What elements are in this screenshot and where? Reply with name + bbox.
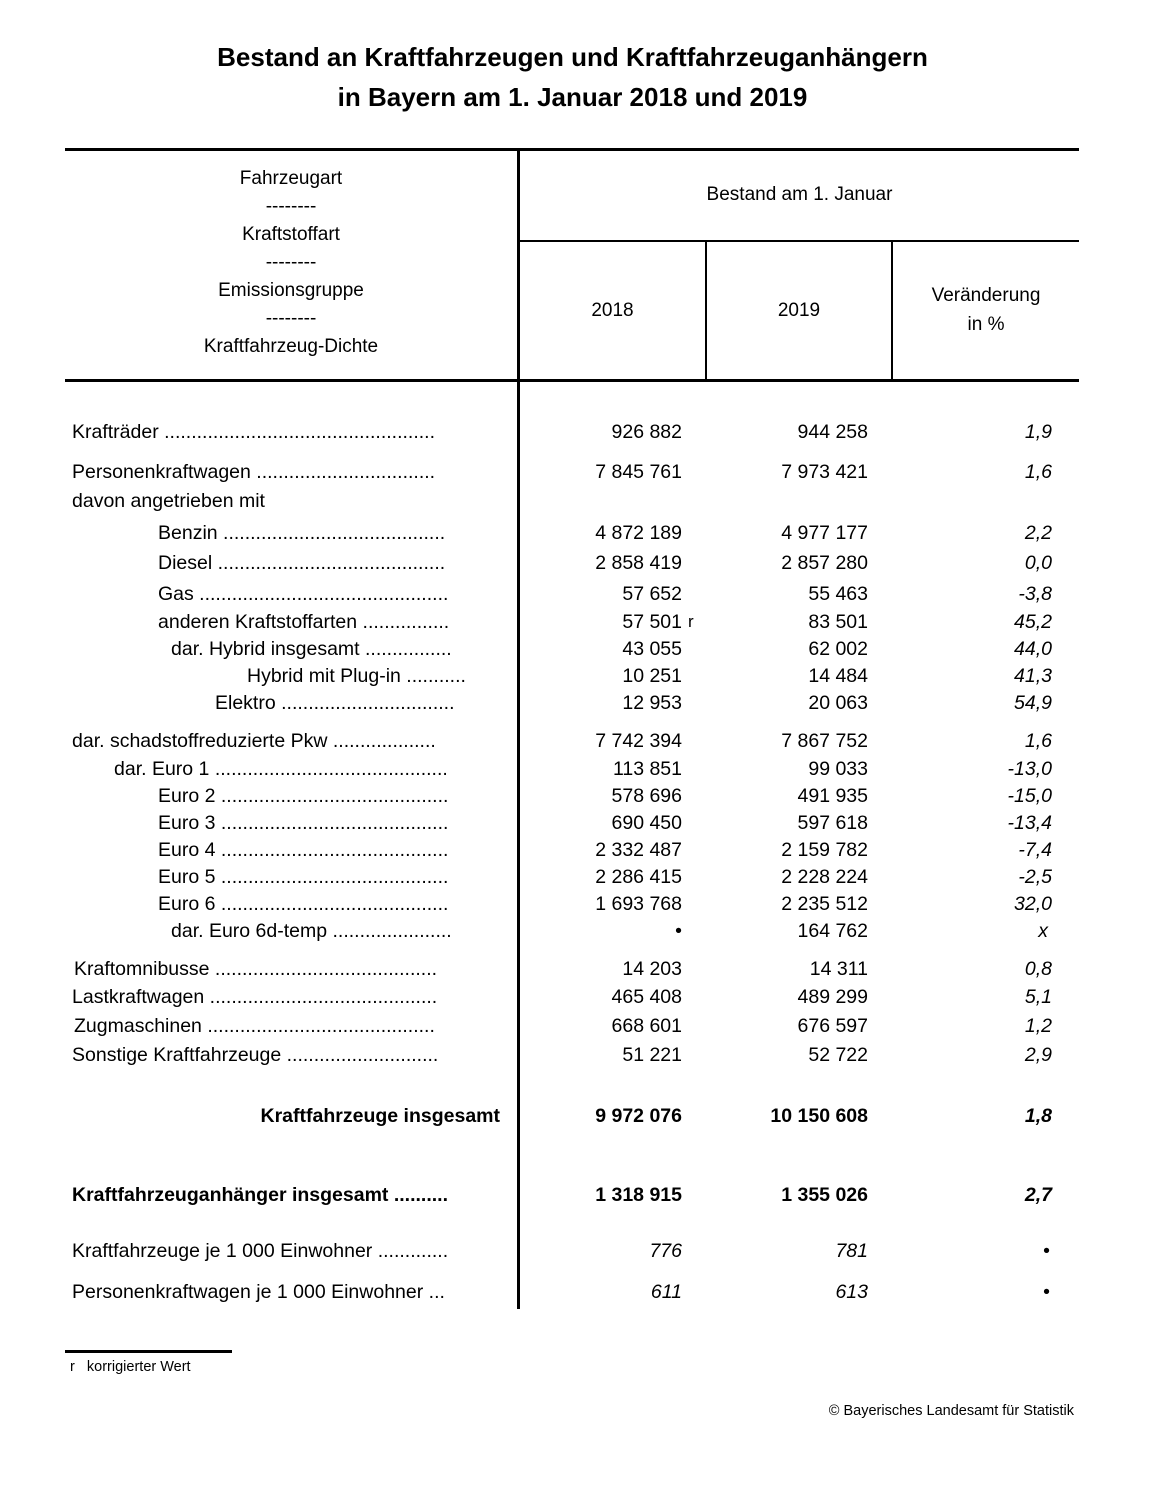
cell-2018: 465 408	[611, 986, 682, 1008]
row-label	[72, 1104, 500, 1128]
cell-2019: 2 228 224	[781, 866, 868, 888]
row-label-text: Euro 6	[158, 893, 216, 915]
row-label-text: Benzin	[158, 522, 218, 544]
cell-change-percent: 1,8	[1024, 1105, 1052, 1127]
footnote-rule	[65, 1350, 232, 1353]
cell-change-percent: 41,3	[1014, 665, 1052, 687]
cell-change-percent: 5,1	[1024, 986, 1052, 1008]
cell-2019: 55 463	[808, 583, 868, 605]
row-label-leader-dots: .................................	[250, 461, 436, 483]
table-row	[0, 1104, 1160, 1128]
row-label-leader-dots: ..........................................	[215, 839, 449, 861]
cell-change-percent: 0,8	[1024, 958, 1052, 980]
cell-2018: 2 332 487	[595, 839, 682, 861]
row-label-leader-dots: ................................	[275, 692, 455, 714]
cell-change-percent: 2,9	[1024, 1044, 1052, 1066]
cell-2019: 2 235 512	[781, 893, 868, 915]
cell-2018: 7 742 394	[595, 730, 682, 752]
cell-change-percent: 1,6	[1024, 730, 1052, 752]
cell-2019: 944 258	[797, 421, 868, 443]
stub-header	[65, 168, 517, 364]
table-row	[0, 637, 1160, 661]
table-row	[0, 460, 1160, 484]
row-label-text: Euro 2	[158, 785, 216, 807]
row-label-text: Zugmaschinen	[74, 1015, 202, 1037]
row-label	[72, 957, 500, 981]
row-label	[72, 892, 500, 916]
row-label-leader-dots: ..........................................	[215, 893, 449, 915]
row-label-leader-dots: .............	[372, 1240, 449, 1262]
cell-2019: 14 484	[808, 665, 868, 687]
row-label-text: davon angetrieben mit	[72, 490, 265, 512]
row-label-leader-dots: .........................................	[217, 522, 446, 544]
row-label-leader-dots: ..............................................	[193, 583, 449, 605]
cell-2018: 10 251	[622, 665, 682, 687]
header-group-stock: Bestand am 1. Januar	[706, 184, 893, 205]
cell-2018: 2 286 415	[595, 866, 682, 888]
table-row	[0, 1183, 1160, 1207]
row-label-leader-dots: ...........	[400, 665, 466, 687]
row-label-leader-dots: ................	[357, 611, 450, 633]
table-row	[0, 1239, 1160, 1263]
row-label-leader-dots: ..........................................	[212, 552, 446, 574]
row-label	[72, 1239, 500, 1263]
header-group-rule	[518, 240, 1079, 242]
cell-2019: 489 299	[797, 986, 868, 1008]
row-label-leader-dots: ...........................................	[209, 758, 448, 780]
cell-2019: 20 063	[808, 692, 868, 714]
column-header-change-line-1: Veränderung	[931, 285, 1041, 306]
row-label	[72, 610, 500, 634]
cell-2019: 676 597	[797, 1015, 868, 1037]
cell-2019: 14 311	[809, 958, 868, 980]
cell-change-percent: 1,2	[1024, 1015, 1052, 1037]
row-label	[72, 582, 500, 606]
table-row	[0, 1043, 1160, 1067]
cell-2018: 776	[649, 1240, 682, 1262]
row-label-leader-dots: ...................	[327, 730, 436, 752]
header-bottom-rule	[65, 379, 1079, 382]
cell-2019: 52 722	[808, 1044, 868, 1066]
row-label-text: Krafträder	[72, 421, 159, 443]
row-label	[72, 1014, 500, 1038]
cell-2018: 43 055	[622, 638, 682, 660]
row-label-text: Lastkraftwagen	[72, 986, 205, 1008]
cell-2019: 83 501	[808, 611, 868, 633]
footnote-corrected-value: r korrigierter Wert	[70, 1359, 191, 1375]
cell-change-percent: 2,7	[1024, 1184, 1052, 1206]
table-row	[0, 1280, 1160, 1304]
cell-change-percent: -7,4	[1018, 839, 1052, 861]
row-label	[72, 784, 500, 808]
stub-header-separator: --------	[265, 196, 317, 217]
cell-2018: 926 882	[611, 421, 682, 443]
cell-2018: 1 693 768	[595, 893, 682, 915]
table-row	[0, 664, 1160, 688]
corrected-value-flag: r	[688, 612, 694, 631]
table-title-line-2: in Bayern am 1. Januar 2018 und 2019	[337, 82, 808, 112]
cell-2018: 113 851	[612, 758, 682, 780]
row-label-text: dar. Euro 1	[114, 758, 210, 780]
cell-2018: •	[675, 920, 682, 942]
row-label	[72, 1280, 500, 1304]
row-label-text: dar. Euro 6d-temp	[171, 920, 328, 942]
table-row	[0, 757, 1160, 781]
table-row	[0, 729, 1160, 753]
cell-2019: 1 355 026	[781, 1184, 868, 1206]
cell-2019: 781	[835, 1240, 868, 1262]
row-label-text: anderen Kraftstoffarten	[158, 611, 358, 633]
row-label-text: Personenkraftwagen	[72, 461, 251, 483]
row-label-text: Sonstige Kraftfahrzeuge	[72, 1044, 282, 1066]
cell-change-percent: 0,0	[1024, 552, 1052, 574]
cell-2018: 12 953	[622, 692, 682, 714]
row-label	[72, 865, 500, 889]
cell-change-percent: •	[1043, 1240, 1050, 1262]
cell-2019: 597 618	[797, 812, 868, 834]
row-label-text: Personenkraftwagen je 1 000 Einwohner	[72, 1281, 424, 1303]
row-label	[72, 551, 500, 575]
cell-2019: 62 002	[808, 638, 868, 660]
stub-header-emission-group: Emissionsgruppe	[218, 280, 364, 301]
table-row	[0, 551, 1160, 575]
table-title-line-1: Bestand an Kraftfahrzeugen und Kraftfahrzeuganhängern	[217, 42, 928, 72]
cell-change-percent: -3,8	[1018, 583, 1052, 605]
cell-2019: 4 977 177	[781, 522, 868, 544]
row-label	[72, 1183, 500, 1207]
stub-header-separator: --------	[265, 308, 317, 329]
cell-2018: 1 318 915	[595, 1184, 682, 1206]
cell-change-percent: 54,9	[1014, 692, 1052, 714]
cell-2018: 9 972 076	[595, 1105, 682, 1127]
table-row	[0, 691, 1160, 715]
cell-2018: 57 501	[622, 611, 682, 633]
row-label-leader-dots: ..........	[388, 1184, 449, 1206]
row-label-leader-dots: ............................	[281, 1044, 439, 1066]
row-label-leader-dots: ..........................................	[201, 1015, 435, 1037]
cell-2019: 491 935	[797, 785, 868, 807]
row-label-leader-dots: ..........................................	[215, 812, 449, 834]
table-row	[0, 784, 1160, 808]
cell-2019: 7 867 752	[781, 730, 868, 752]
row-label	[72, 460, 500, 484]
table-row	[0, 985, 1160, 1009]
table-row	[0, 1014, 1160, 1038]
table-top-rule	[65, 148, 1079, 151]
cell-change-percent: 2,2	[1024, 522, 1052, 544]
cell-change-percent: -13,4	[1007, 812, 1052, 834]
cell-2018: 4 872 189	[595, 522, 682, 544]
cell-2019: 2 159 782	[781, 839, 868, 861]
row-label-text: dar. Hybrid insgesamt	[171, 638, 360, 660]
row-label-text: Euro 3	[158, 812, 216, 834]
cell-2018: 578 696	[611, 785, 682, 807]
stub-header-separator: --------	[265, 252, 317, 273]
row-label-text: Gas	[158, 583, 194, 605]
row-label-leader-dots: ......................	[327, 920, 452, 942]
row-label-text: dar. schadstoffreduzierte Pkw	[72, 730, 328, 752]
cell-2018: 7 845 761	[595, 461, 682, 483]
row-label-text: Euro 4	[158, 839, 216, 861]
cell-2019: 99 033	[808, 758, 868, 780]
cell-2019: 2 857 280	[781, 552, 868, 574]
row-label	[72, 521, 500, 545]
row-label-text: Elektro	[215, 692, 276, 714]
row-label	[72, 811, 500, 835]
row-label	[72, 985, 500, 1009]
table-row	[0, 489, 1160, 513]
row-label-text: Kraftfahrzeuge je 1 000 Einwohner	[72, 1240, 373, 1262]
row-label-text: Kraftomnibusse	[74, 958, 210, 980]
row-label	[72, 838, 500, 862]
cell-2018: 51 221	[622, 1044, 682, 1066]
table-row	[0, 420, 1160, 444]
column-header-change-line-2: in %	[967, 314, 1005, 335]
table-row	[0, 582, 1160, 606]
cell-change-percent: -13,0	[1007, 758, 1052, 780]
table-row	[0, 838, 1160, 862]
cell-2019: 10 150 608	[770, 1105, 868, 1127]
column-header-2019: 2019	[777, 300, 821, 321]
table-row	[0, 521, 1160, 545]
table-row	[0, 957, 1160, 981]
row-label-text: Kraftfahrzeuge insgesamt	[260, 1105, 500, 1127]
cell-change-percent: -2,5	[1018, 866, 1052, 888]
stub-header-vehicle-type: Fahrzeugart	[239, 168, 343, 189]
row-label-leader-dots: ..........................................	[204, 986, 438, 1008]
cell-change-percent: 45,2	[1014, 611, 1052, 633]
cell-change-percent: x	[1038, 920, 1048, 942]
row-label	[72, 420, 500, 444]
cell-2018: 690 450	[611, 812, 682, 834]
row-label-text: Kraftfahrzeuganhänger insgesamt	[72, 1184, 389, 1206]
cell-change-percent: 1,9	[1024, 421, 1052, 443]
row-label	[72, 664, 500, 688]
cell-2019: 7 973 421	[781, 461, 868, 483]
stub-header-fuel-type: Kraftstoffart	[242, 224, 340, 245]
row-label	[72, 757, 500, 781]
table-row	[0, 610, 1160, 634]
row-label-leader-dots: ................	[359, 638, 452, 660]
cell-2018: 2 858 419	[595, 552, 682, 574]
row-label-leader-dots: ..........................................	[215, 785, 449, 807]
table-row	[0, 811, 1160, 835]
cell-2018: 611	[650, 1281, 682, 1303]
row-label	[72, 729, 500, 753]
row-label-text: Diesel	[158, 552, 213, 574]
cell-2019: 164 762	[797, 920, 868, 942]
row-label-leader-dots: ..................................................	[158, 421, 436, 443]
cell-change-percent: 1,6	[1024, 461, 1052, 483]
column-header-change	[893, 285, 1079, 336]
cell-2018: 14 203	[622, 958, 682, 980]
copyright-notice: © Bayerisches Landesamt für Statistik	[828, 1403, 1074, 1419]
row-label	[72, 691, 500, 715]
row-label	[72, 1043, 500, 1067]
cell-2018: 668 601	[611, 1015, 682, 1037]
table-row	[0, 919, 1160, 943]
row-label-leader-dots: ..........................................	[215, 866, 449, 888]
cell-change-percent: 32,0	[1014, 893, 1052, 915]
table-row	[0, 865, 1160, 889]
cell-change-percent: -15,0	[1007, 785, 1052, 807]
table-row	[0, 892, 1160, 916]
row-label-leader-dots: .........................................	[209, 958, 438, 980]
column-header-2018: 2018	[591, 300, 634, 321]
row-label-text: Euro 5	[158, 866, 216, 888]
row-label	[72, 489, 500, 513]
cell-2019: 613	[835, 1281, 868, 1303]
cell-2018: 57 652	[622, 583, 682, 605]
cell-change-percent: 44,0	[1014, 638, 1052, 660]
row-label-leader-dots: ...	[423, 1281, 445, 1303]
stub-header-vehicle-density: Kraftfahrzeug-Dichte	[203, 336, 379, 357]
row-label	[72, 919, 500, 943]
row-label-text: Hybrid mit Plug-in	[247, 665, 401, 687]
cell-change-percent: •	[1043, 1281, 1050, 1303]
row-label	[72, 637, 500, 661]
